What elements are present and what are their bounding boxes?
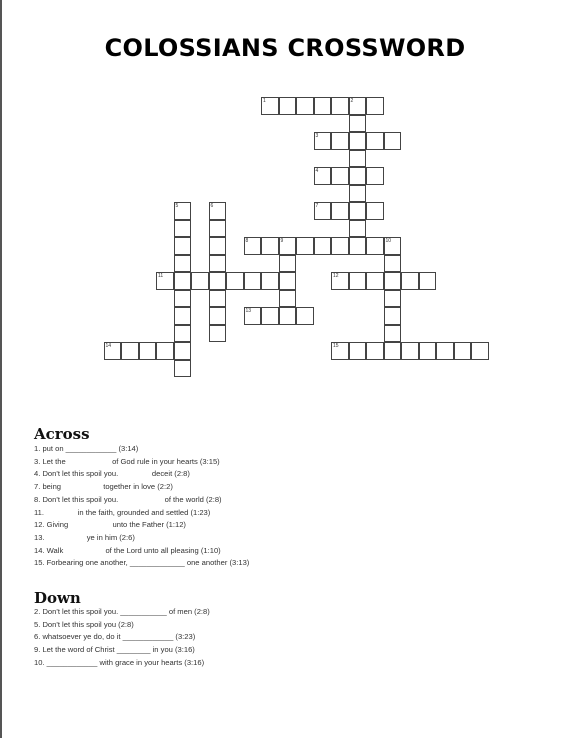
across-clue: 3. Let the of God rule in your hearts (3:15) (34, 456, 220, 466)
grid-cell[interactable] (226, 272, 244, 290)
grid-cell[interactable] (349, 115, 367, 133)
grid-cell[interactable] (401, 342, 419, 360)
clue-number-label: 12 (333, 273, 339, 279)
down-clue: 10. ____________ with grace in your hearts (3:16) (34, 657, 205, 667)
grid-cell[interactable] (349, 132, 367, 150)
clue-number-label: 9 (280, 238, 284, 244)
grid-cell[interactable] (209, 307, 227, 325)
across-clue-list (34, 443, 454, 570)
grid-cell[interactable] (244, 272, 262, 290)
grid-cell[interactable] (349, 342, 367, 360)
grid-cell[interactable] (279, 272, 297, 290)
grid-cell[interactable] (349, 167, 367, 185)
across-clue: 15. Forbearing one another, _____________ one another (3:13) (34, 558, 250, 568)
grid-cell[interactable] (279, 255, 297, 273)
clue-number-label: 5 (175, 203, 179, 209)
grid-cell[interactable] (279, 97, 297, 115)
grid-cell[interactable] (384, 290, 402, 308)
grid-cell[interactable] (209, 220, 227, 238)
clue-number-label: 11 (158, 273, 164, 279)
grid-cell[interactable] (191, 272, 209, 290)
grid-cell[interactable] (174, 272, 192, 290)
grid-cell[interactable] (261, 237, 279, 255)
clue-number-label: 1 (263, 98, 266, 104)
clue-number-label: 2 (350, 98, 354, 104)
down-clue: 5. Don't let this spoil you (2:8) (34, 619, 134, 629)
page-title: COLOSSIANS CROSSWORD (104, 34, 466, 62)
across-clue: 12. Giving unto the Father (1:12) (34, 520, 186, 530)
grid-cell[interactable] (384, 325, 402, 343)
grid-cell[interactable] (261, 307, 279, 325)
clue-number-label: 13 (245, 308, 252, 314)
grid-cell[interactable] (384, 272, 402, 290)
grid-cell[interactable] (174, 360, 192, 378)
grid-cell[interactable] (121, 342, 139, 360)
grid-cell[interactable] (366, 272, 384, 290)
down-clue: 9. Let the word of Christ ________ in you (3:16) (34, 645, 195, 655)
clue-number-label: 10 (385, 238, 392, 244)
across-clue: 4. Don't let this spoil you. deceit (2:8) (34, 469, 190, 479)
grid-cell[interactable] (471, 342, 489, 360)
across-clue: 14. Walk of the Lord unto all pleasing (1:10) (34, 545, 221, 555)
grid-cell[interactable] (419, 272, 437, 290)
grid-cell[interactable] (349, 220, 367, 238)
grid-cell[interactable] (331, 132, 349, 150)
clue-number-label: 15 (333, 343, 339, 349)
grid-cell[interactable] (156, 342, 174, 360)
grid-cell[interactable] (366, 342, 384, 360)
grid-cell[interactable] (296, 97, 314, 115)
grid-cell[interactable] (384, 307, 402, 325)
grid-cell[interactable] (331, 97, 349, 115)
grid-cell[interactable] (314, 97, 332, 115)
grid-cell[interactable] (384, 342, 402, 360)
grid-cell[interactable] (384, 255, 402, 273)
grid-cell[interactable] (314, 237, 332, 255)
grid-cell[interactable] (174, 307, 192, 325)
grid-cell[interactable] (209, 237, 227, 255)
grid-cell[interactable] (261, 272, 279, 290)
grid-cell[interactable] (209, 290, 227, 308)
clue-number-label: 3 (315, 133, 319, 139)
clue-number-label: 14 (105, 343, 112, 349)
grid-cell[interactable] (331, 202, 349, 220)
grid-cell[interactable] (139, 342, 157, 360)
across-clue: 1. put on ____________ (3:14) (34, 444, 139, 453)
clue-number-label: 7 (315, 203, 319, 209)
grid-cell[interactable] (349, 202, 367, 220)
across-heading: Across (34, 425, 90, 443)
clue-number-label: 8 (245, 238, 249, 244)
grid-cell[interactable] (174, 255, 192, 273)
grid-cell[interactable] (366, 237, 384, 255)
grid-cell[interactable] (366, 202, 384, 220)
grid-cell[interactable] (349, 185, 367, 203)
grid-cell[interactable] (349, 272, 367, 290)
grid-cell[interactable] (174, 342, 192, 360)
grid-cell[interactable] (209, 255, 227, 273)
down-clue: 2. Don't let this spoil you. ___________ of men (2:8) (34, 607, 210, 616)
across-clue: 11. in the faith, grounded and settled (1:23) (34, 507, 211, 517)
grid-cell[interactable] (366, 132, 384, 150)
grid-cell[interactable] (209, 325, 227, 343)
grid-cell[interactable] (331, 167, 349, 185)
grid-cell[interactable] (384, 132, 402, 150)
grid-cell[interactable] (366, 167, 384, 185)
grid-cell[interactable] (174, 220, 192, 238)
grid-cell[interactable] (279, 290, 297, 308)
grid-cell[interactable] (296, 237, 314, 255)
clue-number-label: 4 (315, 168, 319, 174)
grid-cell[interactable] (454, 342, 472, 360)
grid-cell[interactable] (436, 342, 454, 360)
grid-cell[interactable] (401, 272, 419, 290)
grid-cell[interactable] (209, 272, 227, 290)
grid-cell[interactable] (349, 237, 367, 255)
grid-cell[interactable] (366, 97, 384, 115)
grid-cell[interactable] (349, 150, 367, 168)
grid-cell[interactable] (174, 325, 192, 343)
across-clue: 7. being together in love (2:2) (34, 482, 173, 492)
down-heading: Down (34, 589, 81, 607)
down-clue: 6. whatsoever ye do, do it ____________ (3:23) (34, 632, 196, 642)
grid-cell[interactable] (296, 307, 314, 325)
down-clue-list (34, 606, 454, 670)
grid-cell[interactable] (174, 290, 192, 308)
grid-cell[interactable] (174, 237, 192, 255)
across-clue: 8. Don't let this spoil you. of the world (2:8) (34, 494, 222, 504)
grid-cell[interactable] (279, 307, 297, 325)
grid-cell[interactable] (331, 237, 349, 255)
clue-number-label: 6 (210, 203, 214, 209)
grid-cell[interactable] (419, 342, 437, 360)
across-clue: 13. ye in him (2:6) (34, 532, 135, 542)
